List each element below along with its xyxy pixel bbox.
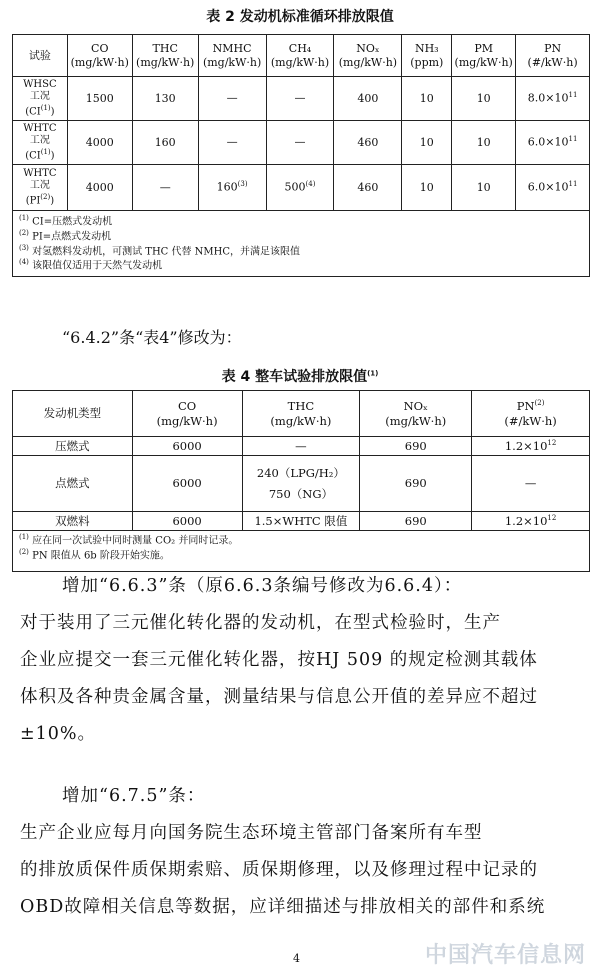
header-unit: (mg/kW·h): [156, 413, 218, 428]
nox-value: 690: [404, 513, 427, 528]
table-row: [13, 456, 590, 512]
test-cell: [13, 77, 68, 121]
table-row: [13, 77, 590, 121]
header-unit: (ppm): [410, 55, 444, 69]
header-label: NH₃: [414, 41, 439, 55]
nox-cell: [360, 456, 472, 512]
watermark-logo: 中国汽车信息网: [425, 943, 587, 968]
pn-cell: [472, 512, 590, 531]
table4-header-cell: [132, 391, 242, 437]
thc-value: —: [295, 438, 307, 453]
section-675-heading: 增加“6.7.5”条：: [62, 786, 206, 806]
ch4-cell: [266, 121, 334, 165]
paragraph-line: 企业应提交一套三元催化转化器，按HJ 509 的规定检测其载体: [20, 650, 538, 670]
table2-header-cell: [13, 35, 68, 77]
table4: [12, 390, 590, 572]
header-label: CH₄: [288, 41, 312, 55]
co-cell: [67, 121, 132, 165]
co-value: 6000: [172, 513, 202, 528]
header-unit: (mg/kW·h): [270, 55, 330, 69]
pn-value: 6.0×10: [527, 180, 569, 194]
co-cell: [67, 165, 132, 211]
header-label: 试验: [28, 48, 51, 62]
test-cycle: WHSC: [23, 78, 57, 90]
table-row: [13, 512, 590, 531]
section-675-body: [20, 815, 595, 926]
header-label: PN: [516, 399, 535, 414]
header-unit: (mg/kW·h): [270, 413, 332, 428]
nmhc-cell: [198, 165, 266, 211]
ch4-value: —: [294, 91, 306, 105]
pn-value: 6.0×10: [527, 135, 569, 149]
thc-value: 130: [154, 91, 176, 105]
note-mark: (1): [19, 214, 29, 222]
nmhc-value: —: [226, 91, 238, 105]
test-engine: (PI: [25, 194, 41, 206]
engine-type: 压燃式: [55, 438, 90, 453]
pn-exponent: 11: [568, 135, 578, 144]
table2-note: [19, 229, 589, 244]
note-text: CI=压燃式发动机: [32, 216, 113, 228]
test-note: (2): [40, 192, 51, 201]
test-cycle: WHTC: [23, 122, 57, 134]
pn-value: 8.0×10: [527, 91, 569, 105]
test-paren: ): [50, 194, 55, 206]
table4-header-row: [13, 391, 590, 437]
note-mark: (1): [19, 533, 29, 541]
engine-type-cell: [13, 512, 133, 531]
header-unit: (mg/kW·h): [338, 55, 398, 69]
pn-exponent: 11: [568, 91, 578, 100]
table2-note: [19, 214, 589, 229]
table2-header-cell: [198, 35, 266, 77]
test-cell: [13, 121, 68, 165]
table2-header-cell: [334, 35, 402, 77]
header-label: THC: [287, 399, 315, 414]
ch4-value: —: [294, 135, 306, 149]
pn-exponent: 12: [547, 438, 557, 447]
engine-type: 点燃式: [55, 476, 90, 491]
nox-value: 460: [357, 135, 379, 149]
table4-caption-note: (1): [367, 369, 379, 378]
table-row: [13, 121, 590, 165]
thc-value: 1.5×WHTC 限值: [254, 513, 348, 528]
test-note: (1): [40, 103, 51, 112]
section-663-heading: 增加“6.6.3”条（原6.6.3条编号修改为6.6.4）：: [62, 576, 463, 596]
engine-type-cell: [13, 456, 133, 512]
test-note: (1): [40, 147, 51, 156]
header-label: NMHC: [212, 41, 252, 55]
table2-header-cell: [452, 35, 516, 77]
header-unit: (mg/kW·h): [70, 55, 129, 69]
paragraph-line: 对于装用了三元催化转化器的发动机，在型式检验时，生产: [20, 613, 501, 633]
engine-type: 双燃料: [55, 513, 90, 528]
nh3-value: 10: [419, 135, 434, 149]
thc-cell: [242, 512, 360, 531]
nox-cell: [360, 512, 472, 531]
nmhc-value: 160: [216, 180, 238, 194]
header-unit: (mg/kW·h): [454, 55, 513, 69]
test-label: 工况: [29, 135, 50, 147]
table2: [12, 34, 590, 277]
note-mark: (4): [19, 258, 29, 267]
nox-cell: [360, 437, 472, 456]
table4-caption-text: 表 4 整车试验排放限值: [221, 369, 368, 385]
table4-header-cell: [360, 391, 472, 437]
header-note: (2): [534, 399, 545, 408]
paragraph-line: 的排放质保件质保期索赔、质保期修理，以及修理过程中记录的: [20, 860, 538, 880]
nmhc-cell: [198, 121, 266, 165]
test-paren: ): [50, 149, 55, 161]
pn-value: 1.2×10: [504, 438, 548, 453]
nmhc-note: (3): [237, 180, 248, 189]
header-unit: (mg/kW·h): [202, 55, 262, 69]
table4-header-cell: [13, 391, 133, 437]
nox-value: 690: [404, 438, 427, 453]
pn-cell: [472, 437, 590, 456]
table2-header-cell: [402, 35, 452, 77]
note-text: PI=点燃式发动机: [32, 231, 112, 243]
note-mark: (2): [19, 228, 29, 237]
pn-value: 1.2×10: [504, 513, 548, 528]
test-cell: [13, 165, 68, 211]
note-text: 应在同一次试验中同时测量 CO₂ 并同时记录。: [32, 535, 239, 547]
paragraph-line: 生产企业应每月向国务院生态环境主管部门备案所有车型: [20, 823, 483, 843]
pn-cell: [516, 165, 590, 211]
header-label: NOₓ: [356, 41, 380, 55]
table4-note: [19, 533, 589, 548]
test-label: 工况: [29, 180, 50, 192]
ch4-value: 500: [284, 180, 306, 194]
thc-cell: [242, 437, 360, 456]
thc-value: —: [159, 180, 171, 194]
test-paren: ): [50, 105, 55, 117]
nh3-cell: [402, 165, 452, 211]
note-mark: (3): [19, 243, 29, 252]
table2-header-cell: [266, 35, 334, 77]
paragraph-line: ±10%。: [20, 724, 97, 744]
thc-cell: [132, 77, 198, 121]
engine-type-cell: [13, 437, 133, 456]
header-label: THC: [152, 41, 178, 55]
nox-value: 400: [357, 91, 379, 105]
ch4-cell: [266, 165, 334, 211]
table4-notes-row: [13, 531, 590, 572]
table2-header-cell: [516, 35, 590, 77]
header-label: NOₓ: [403, 399, 428, 414]
nh3-cell: [402, 77, 452, 121]
pn-cell: [516, 121, 590, 165]
header-label: CO: [177, 399, 197, 414]
pm-value: 10: [476, 180, 491, 194]
co-value: 1500: [85, 91, 114, 105]
test-engine: (CI: [25, 149, 41, 161]
note-text: 该限值仅适用于天然气发动机: [32, 260, 163, 272]
table4-header-cell: [472, 391, 590, 437]
header-unit: (#/kW·h): [504, 413, 557, 428]
table-row: [13, 165, 590, 211]
section-642-heading: “6.4.2”条“表4”修改为：: [62, 328, 242, 347]
thc-cell: [242, 456, 360, 512]
thc-value: 160: [154, 135, 176, 149]
section-663-body: [20, 605, 595, 753]
ch4-note: (4): [305, 180, 316, 189]
thc-value-2: 750（NG）: [268, 486, 334, 501]
nh3-cell: [402, 121, 452, 165]
test-cycle: WHTC: [23, 167, 57, 179]
co-cell: [132, 437, 242, 456]
pn-cell: [472, 456, 590, 512]
pm-cell: [452, 121, 516, 165]
header-label: CO: [91, 41, 109, 55]
co-value: 4000: [85, 135, 114, 149]
table2-note: [19, 258, 589, 273]
nh3-value: 10: [419, 180, 434, 194]
test-label: 工况: [29, 91, 50, 103]
table4-header-cell: [242, 391, 360, 437]
table2-caption: 表 2 发动机标准循环排放限值: [206, 9, 394, 25]
table4-caption: [0, 366, 600, 386]
table2-header-row: [13, 35, 590, 77]
note-text: PN 限值从 6b 阶段开始实施。: [32, 550, 170, 562]
pn-cell: [516, 77, 590, 121]
pm-value: 10: [476, 91, 491, 105]
co-cell: [67, 77, 132, 121]
nox-cell: [334, 121, 402, 165]
nox-cell: [334, 165, 402, 211]
table-row: [13, 437, 590, 456]
co-value: 6000: [172, 438, 202, 453]
co-cell: [132, 512, 242, 531]
header-unit: (mg/kW·h): [385, 413, 447, 428]
nox-value: 690: [404, 476, 427, 491]
table2-notes-row: [13, 211, 590, 277]
thc-value: 240（LPG/H₂）: [256, 466, 345, 481]
thc-cell: [132, 165, 198, 211]
header-unit: (#/kW·h): [527, 55, 578, 69]
pn-exponent: 12: [547, 513, 557, 522]
paragraph-line: OBD故障相关信息等数据，应详细描述与排放相关的部件和系统: [20, 897, 546, 917]
co-value: 6000: [172, 476, 202, 491]
note-text: 对氢燃料发动机，可测试 THC 代替 NMHC，并满足该限值: [32, 245, 301, 257]
test-engine: (CI: [25, 105, 41, 117]
header-unit: (mg/kW·h): [136, 55, 195, 69]
thc-cell: [132, 121, 198, 165]
nox-value: 460: [357, 180, 379, 194]
pn-value: —: [524, 476, 537, 491]
pm-cell: [452, 165, 516, 211]
ch4-cell: [266, 77, 334, 121]
co-value: 4000: [85, 180, 114, 194]
header-label: 发动机类型: [43, 406, 102, 421]
table2-header-cell: [132, 35, 198, 77]
table2-note: [19, 244, 589, 259]
nh3-value: 10: [419, 91, 434, 105]
note-mark: (2): [19, 547, 29, 556]
table4-note: [19, 548, 589, 563]
table2-header-cell: [67, 35, 132, 77]
paragraph-line: 体积及各种贵金属含量，测量结果与信息公开值的差异应不超过: [20, 687, 538, 707]
nox-cell: [334, 77, 402, 121]
header-label: PN: [544, 41, 562, 55]
nmhc-cell: [198, 77, 266, 121]
header-label: PM: [474, 41, 494, 55]
page-number: 4: [293, 952, 300, 965]
pm-cell: [452, 77, 516, 121]
co-cell: [132, 456, 242, 512]
pn-exponent: 11: [568, 180, 578, 189]
pm-value: 10: [476, 135, 491, 149]
nmhc-value: —: [226, 135, 238, 149]
